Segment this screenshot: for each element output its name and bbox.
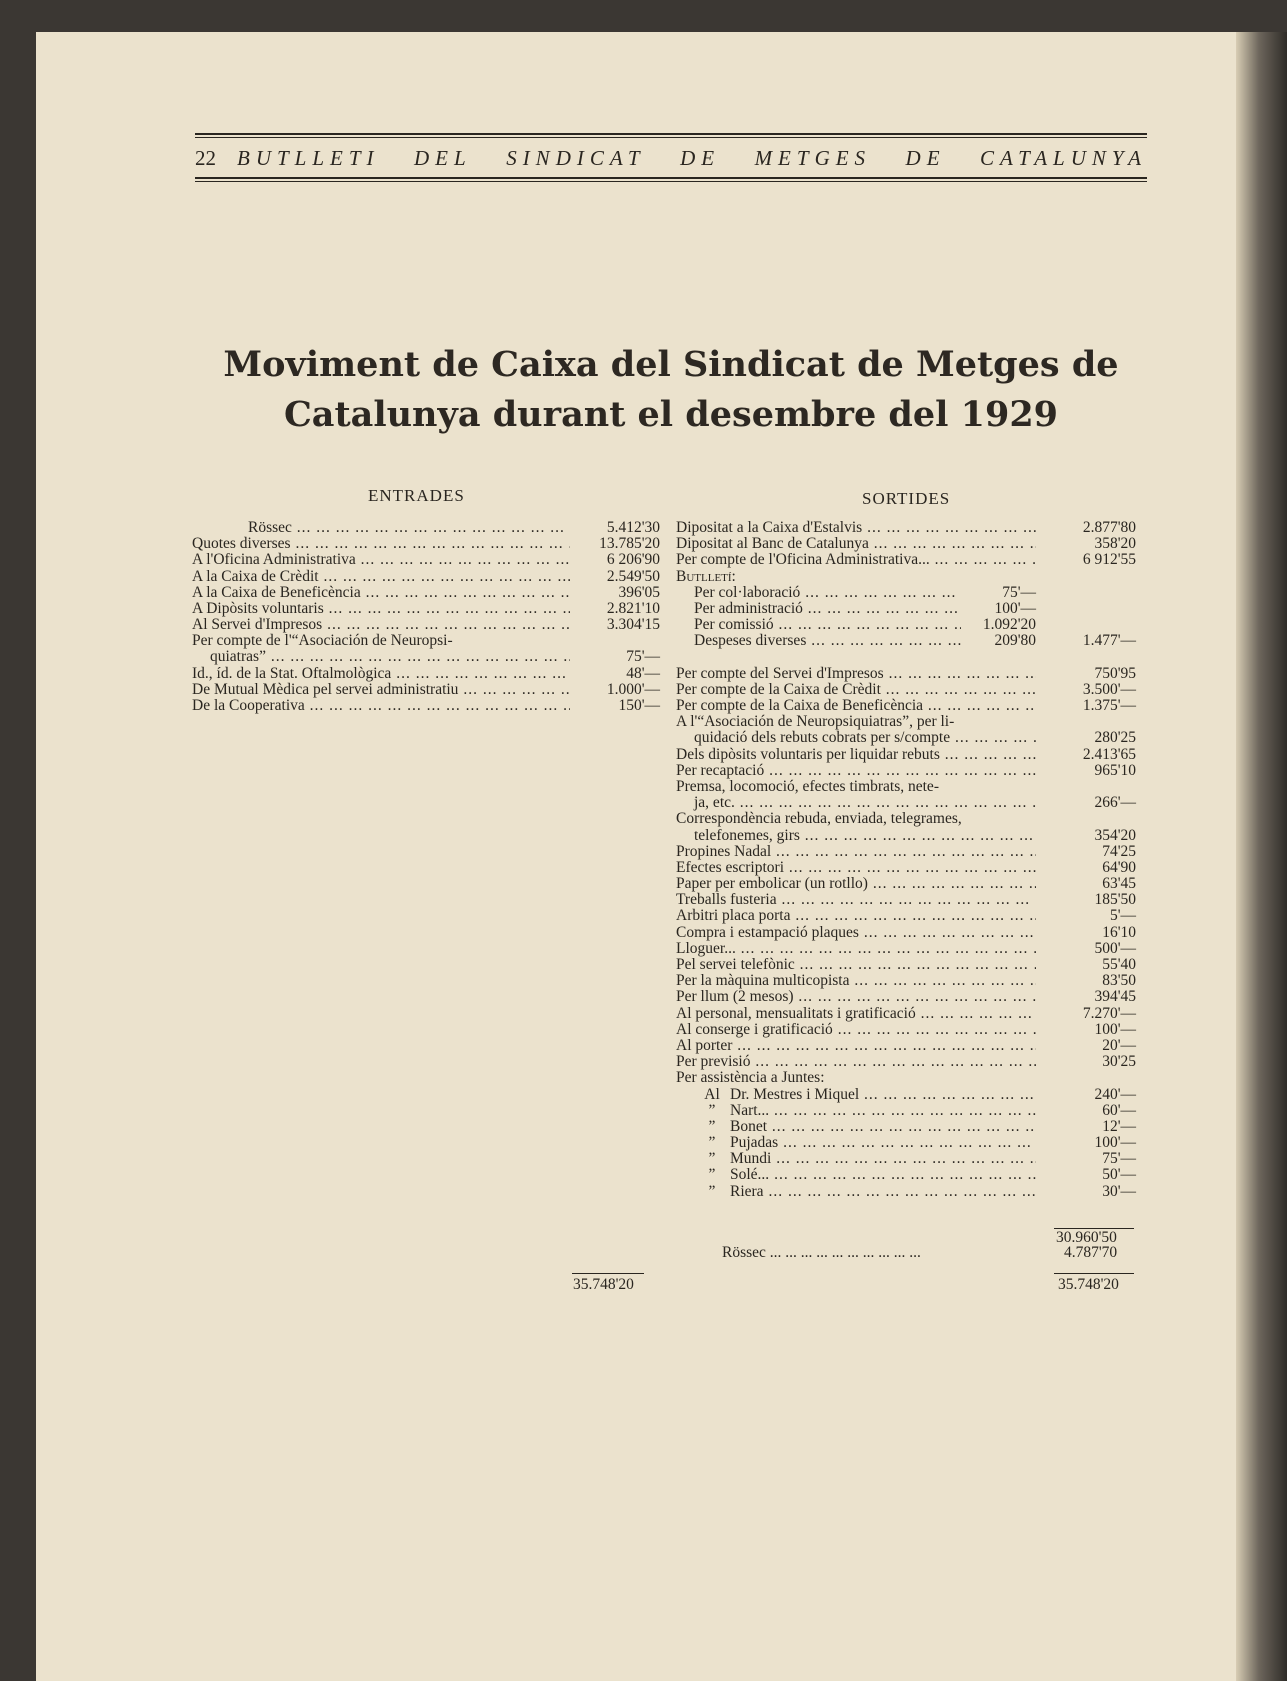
juntes-row [676,1087,1136,1103]
sortides-list [676,520,1136,1200]
juntes-row-prefix: Al [704,1086,720,1103]
entrades-row-amount: 3.304'15 [606,616,660,634]
sortides-total-rule [1054,1273,1134,1274]
juntes-row-prefix: ” [708,1151,716,1168]
juntes-row [676,1168,1136,1184]
juntes-row-prefix: ” [708,1118,716,1135]
sortides-row-amount: 74'25 [1102,842,1136,860]
butlleti-row-label: Per comissió ... . [676,617,961,633]
sortides-row-amount: 3.500'— [1082,680,1136,698]
page-edge-shadow [1236,32,1287,1681]
rossec-label [722,1244,921,1262]
sortides-row-amount: 16'10 [1102,923,1136,941]
butlleti-row [676,585,1136,601]
juntes-row-description [676,1151,1036,1167]
sortides-row-label: Per llum (2 mesos) ... . [676,989,1036,1005]
sortides-row-amount: 358'20 [1094,535,1136,553]
entrades-row-label: A la Caixa de Beneficència ... . [192,585,570,601]
sortides-row-amount: 55'40 [1102,956,1136,974]
juntes-row-description [676,1184,1036,1200]
article-title-line-2: Catalunya durant el desembre del 1929 [283,394,1059,435]
sortides-row [676,666,1136,682]
entrades-total: 35.748'20 [573,1276,634,1293]
juntes-row-label: Bonet [730,1118,768,1135]
juntes-row [676,1184,1136,1200]
sortides-row-label: Pel servei telefònic ... . [676,957,1036,973]
sortides-row [676,714,1136,730]
juntes-row-label: Mundi [730,1151,772,1168]
sortides-row-label: Al personal, mensualitats i gratificació ... . [676,1006,1036,1022]
sortides-row-amount: 6 912'55 [1082,551,1136,569]
sortides-row-label: Per previsió ... . [676,1054,1036,1070]
rossec-label-text: Rössec [722,1244,766,1261]
sortides-row [676,730,1136,746]
entrades-row-label: De Mutual Mèdica pel servei administratiu ... . [192,682,570,698]
entrades-row [192,601,660,617]
sortides-row [676,957,1136,973]
sortides-row-amount: 266'— [1094,794,1136,812]
sortides-row-label: Efectes escriptori ... . [676,860,1036,876]
journal-title-word: BUTLLETI [237,146,380,170]
sortides-row-amount: 354'20 [1094,826,1136,844]
journal-title-word: SINDICAT [506,146,646,170]
sortides-row-label: Per compte del Servei d'Impresos ... . [676,666,1036,682]
sortides-row [676,973,1136,989]
entrades-row-label: Per compte de l'“Asociación de Neuropsi- [192,633,453,650]
butlleti-row-amount: 75'— [1002,583,1036,601]
sortides-row [676,747,1136,763]
entrades-list [192,520,660,714]
sortides-row-label: telefonemes, girs ... . [676,828,1036,844]
sortides-row-amount: 5'— [1109,907,1136,925]
sortides-row [676,552,1136,568]
sortides-row [676,844,1136,860]
entrades-row-amount: 48'— [626,664,660,682]
sortides-row-amount: 2.877'80 [1082,518,1136,536]
butlleti-row [676,633,1136,649]
entrades-row-label: Id., íd. de la Stat. Oftalmològica ... . [192,666,570,682]
entrades-row [192,585,660,601]
sortides-row [676,860,1136,876]
sortides-row-label: Dels dipòsits voluntaris per liquidar rebuts ... . [676,747,1036,763]
entrades-row [192,617,660,633]
sortides-row-label: Paper per embolicar (un rotllo) ... . [676,876,1036,892]
sortides-row [676,989,1136,1005]
running-header [195,133,1147,193]
juntes-row-prefix: ” [708,1135,716,1152]
juntes-row-amount: 75'— [1102,1150,1136,1168]
sortides-row [676,876,1136,892]
entrades-row-amount: 13.785'20 [599,535,660,553]
page-number: 22 [195,146,216,170]
sortides-row [676,520,1136,536]
sortides-row-label: Correspondència rebuda, enviada, telegrames, [676,811,962,828]
entrades-row-label: A l'Oficina Administrativa ... . [192,552,570,568]
juntes-row-label: Pujadas [730,1135,779,1152]
sortides-row-label: Compra i estampació plaques ... . [676,925,1036,941]
sortides-row-label: Per la màquina multicopista ... . [676,973,1036,989]
sortides-row-amount: 100'— [1094,1020,1136,1038]
sortides-row-amount: 1.375'— [1082,697,1136,715]
entrades-row-label: Rössec ... . [192,520,570,536]
entrades-row-amount: 75'— [626,648,660,666]
sortides-row [676,1022,1136,1038]
article-title-line-1: Moviment de Caixa del Sindicat de Metges de [223,344,1119,385]
sortides-row-label: Lloguer... ... . [676,941,1036,957]
juntes-row [676,1135,1136,1151]
juntes-row [676,1151,1136,1167]
entrades-heading: ENTRADES [368,486,465,505]
sortides-row-amount: 965'10 [1094,761,1136,779]
sortides-row-label: Premsa, locomoció, efectes timbrats, nete- [676,778,939,795]
sortides-heading: SORTIDES [862,489,951,508]
sortides-row [676,698,1136,714]
butlleti-row-amount: 1.092'20 [982,616,1036,634]
entrades-row [192,569,660,585]
sortides-row-amount: 750'95 [1094,664,1136,682]
sortides-row-amount: 83'50 [1102,972,1136,990]
juntes-row-amount: 30'— [1102,1182,1136,1200]
entrades-row-label: A la Caixa de Crèdit ... . [192,569,570,585]
sortides-row-label: Per compte de la Caixa de Crèdit ... . [676,682,1036,698]
sortides-row [676,536,1136,552]
sortides-row-label: quidació dels rebuts cobrats per s/compte ... . [676,730,1036,746]
sortides-row-amount: 64'90 [1102,858,1136,876]
entrades-row-label: Al Servei d'Impresos ... . [192,617,570,633]
entrades-row [192,552,660,568]
journal-title [227,146,1147,171]
juntes-row-prefix: ” [708,1167,716,1184]
sortides-row [676,811,1136,827]
sortides-row [676,1054,1136,1070]
juntes-row-amount: 12'— [1102,1117,1136,1135]
sortides-row [676,795,1136,811]
sortides-row-label: Propines Nadal ... . [676,844,1036,860]
sortides-row-label: Per compte de l'Oficina Administrativa... ... . [676,552,1036,568]
juntes-row-amount: 240'— [1094,1085,1136,1103]
juntes-row-amount: 100'— [1094,1134,1136,1152]
juntes-row-amount: 60'— [1102,1101,1136,1119]
sortides-row [676,763,1136,779]
entrades-row-label: De la Cooperativa ... . [192,698,570,714]
entrades-row-amount: 6 206'90 [606,551,660,569]
butlleti-row-label: Per col·laboració ... . [676,585,961,601]
butlleti-heading-label: Butlletí: [676,568,736,585]
entrades-row-label: quiatras” ... . [192,649,570,665]
entrades-row-amount: 150'— [618,697,660,715]
sortides-row [676,1006,1136,1022]
sortides-total: 35.748'20 [1058,1276,1119,1293]
juntes-row-label: Nart... [730,1102,770,1119]
entrades-row [192,536,660,552]
sortides-row [676,909,1136,925]
entrades-row-amount: 5.412'30 [606,518,660,536]
entrades-row [192,650,660,666]
sortides-spacer [676,650,1136,666]
header-rule-top-thin [195,137,1147,138]
juntes-row-label: Solé... [730,1167,770,1184]
sortides-row-label: Dipositat a la Caixa d'Estalvis ... . [676,520,1036,536]
sortides-row-label: Al conserge i gratificació ... . [676,1022,1036,1038]
sortides-row [676,925,1136,941]
journal-title-word: CATALUNYA [980,146,1147,170]
sortides-row-amount: 63'45 [1102,875,1136,893]
entrades-row-label: Quotes diverses ... . [192,536,570,552]
butlleti-row-amount: 100'— [994,599,1036,617]
header-rule-bottom-thin [195,181,1147,182]
butlleti-row-label: Per administració ... . [676,601,961,617]
entrades-row-amount: 1.000'— [606,680,660,698]
juntes-row [676,1103,1136,1119]
sortides-row-amount: 185'50 [1094,891,1136,909]
entrades-row-amount: 2.821'10 [606,599,660,617]
juntes-row-prefix: ” [708,1102,716,1119]
sortides-row [676,1070,1136,1086]
juntes-row [676,1119,1136,1135]
butlleti-row-label: Despeses diverses ... . [676,633,961,649]
sortides-row-amount: 394'45 [1094,988,1136,1006]
sortides-row-label: ja, etc. ... . [676,795,1036,811]
sortides-row [676,682,1136,698]
butlleti-heading [676,569,1136,585]
journal-title-word: DE [680,146,721,170]
entrades-row [192,666,660,682]
entrades-row [192,520,660,536]
header-row [195,146,1147,171]
sortides-row [676,779,1136,795]
butlleti-row-amount: 209'80 [994,632,1036,650]
sortides-row-amount: 7.270'— [1082,1004,1136,1022]
entrades-row-amount: 2.549'50 [606,567,660,585]
sortides-row [676,892,1136,908]
sortides-subtotal: 30.960'50 [1056,1229,1117,1246]
juntes-row-amount: 50'— [1102,1166,1136,1184]
sortides-row [676,941,1136,957]
sortides-row-label: Per assistència a Juntes: [676,1070,825,1087]
rossec-leader-dots: ... ... ... ... ... ... ... ... ... ... [769,1244,921,1261]
entrades-row [192,682,660,698]
sortides-row [676,1038,1136,1054]
juntes-row-description [676,1087,1036,1103]
juntes-row-description [676,1135,1036,1151]
butlleti-total: 1.477'— [1082,632,1136,650]
article-title [195,340,1147,440]
butlleti-row [676,617,1136,633]
journal-title-word: DE [905,146,946,170]
sortides-row [676,828,1136,844]
sortides-row-amount: 30'25 [1102,1053,1136,1071]
juntes-row-label: Riera [730,1183,764,1200]
butlleti-row [676,601,1136,617]
sortides-row-label: Dipositat al Banc de Catalunya ... . [676,536,1036,552]
sortides-row-label: Per compte de la Caixa de Beneficència ... . [676,698,1036,714]
entrades-row [192,698,660,714]
juntes-row-description [676,1103,1036,1119]
journal-title-word: DEL [414,146,472,170]
header-rule-top [195,133,1147,135]
sortides-row-amount: 500'— [1094,939,1136,957]
juntes-row-label: Dr. Mestres i Miquel [730,1086,860,1103]
header-rule-bottom [195,177,1147,179]
sortides-row-label: Treballs fusteria ... . [676,892,1036,908]
entrades-row [192,633,660,649]
entrades-row-amount: 396'05 [618,583,660,601]
sortides-row-amount: 280'25 [1094,729,1136,747]
juntes-row-description [676,1167,1036,1183]
juntes-row-prefix: ” [708,1183,716,1200]
sortides-row-label: Arbitri placa porta ... . [676,908,1036,924]
entrades-total-rule [572,1273,644,1274]
rossec-amount: 4.787'70 [1064,1244,1118,1261]
entrades-row-label: A Dipòsits voluntaris ... . [192,601,570,617]
sortides-row-label: Per recaptació ... . [676,763,1036,779]
sortides-row-amount: 2.413'65 [1082,745,1136,763]
juntes-row-description [676,1119,1036,1135]
sortides-row-amount: 20'— [1102,1036,1136,1054]
sortides-row-label: A l'“Asociación de Neuropsiquiatras”, per li- [676,714,955,731]
sortides-row-label: Al porter ... . [676,1038,1036,1054]
journal-title-word: METGES [754,146,872,170]
